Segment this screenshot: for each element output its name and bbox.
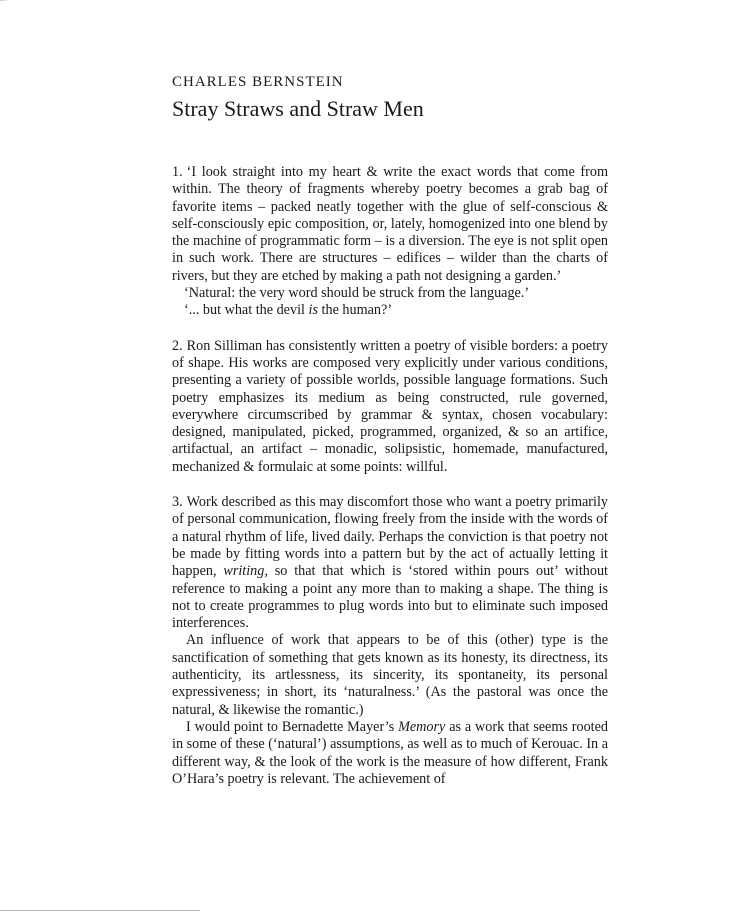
section-2-paragraph — [172, 338, 608, 476]
section-3-p1-post: so that that which is ‘stored within pours out’ without reference to making a point any more than to making a shape. The thing is not to create programmes to plug words into but to eliminate such imposed interferences. — [172, 563, 608, 632]
section-1 — [172, 164, 608, 320]
section-1-quote-natural: ‘Natural: the very word should be struck from the language.’ — [184, 285, 530, 302]
section-3-p1-pre: Work described as this may discomfort those who want a poetry primarily of personal communication, flowing freely from the inside with the words of a natural rhythm of life, lived daily. Perhaps the conviction is that poetry not be made by fitting words into a pattern but by the act of actually letting it happen, — [172, 494, 608, 580]
scan-bottom-rule — [0, 910, 200, 911]
section-2 — [172, 338, 608, 476]
section-3-p3-post: as a work that seems rooted in some of these (‘natural’) assumptions, as well as to much of Kerouac. In a different way, & the look of the work is the measure of how different, Frank O’Hara’s poetry is relevant. The achievement of — [172, 718, 609, 787]
section-3-number: 3. — [172, 494, 183, 511]
section-1-text: ‘I look straight into my heart & write the exact words that come from within. The theory of fragments whereby poetry becomes a grab bag of favorite items – packed neatly together with the glue of self-conscious & self-consciously epic composition, or, lately, homogenized into one blend by the machine of programmatic form – is a diversion. The eye is not split open in such work. There are structures – edifices – wilder than the charts of rivers, but they are etched by making a path not designing a garden.’ — [172, 164, 608, 284]
quote-human-post: the human?’ — [317, 302, 393, 319]
section-2-text: Ron Silliman has consistently written a poetry of visible borders: a poetry of shape. His works are composed very explicitly under various conditions, presenting a variety of possible worlds, possible language formations. Such poetry emphasizes its medium as being constructed, rule governed, everywhere circumscribed by grammar & syntax, chosen vocabulary: designed, manipulated, picked, programmed, organized, & so an artifice, artifactual, an artifact – monadic, solipsistic, homemade, manufactured, mechanized & formulaic at some points: willful. — [172, 337, 608, 475]
section-3-paragraph-3 — [172, 719, 608, 788]
essay-body — [172, 164, 608, 788]
section-2-number: 2. — [172, 337, 183, 354]
section-3 — [172, 494, 608, 788]
section-3-paragraph-1 — [172, 494, 608, 632]
section-1-number: 1. — [172, 164, 183, 180]
section-1-paragraph — [172, 164, 608, 285]
section-3-p3-pre: I would point to Bernadette Mayer’s — [186, 718, 399, 735]
section-1-quote-human — [172, 302, 608, 319]
section-3-paragraph-2: An influence of work that appears to be of this (other) type is the sanctification of something that gets known as its honesty, its directness, its authenticity, its artlessness, its sincerity, its spontaneity, its personal expressiveness; in short, its ‘naturalness.’ (As the pastoral was once the natural, & likewise the romantic.) — [172, 632, 608, 718]
quote-human-pre: ‘... but what the devil — [184, 302, 309, 319]
document-page — [172, 72, 608, 806]
quote-human-emphasis: is — [308, 302, 318, 319]
scan-corner-mark — [0, 0, 41, 11]
author-name: CHARLES BERNSTEIN — [172, 74, 344, 90]
section-3-p1-emphasis: writing, — [223, 563, 268, 580]
essay-title: Stray Straws and Straw Men — [172, 96, 424, 121]
section-3-p3-emphasis: Memory — [398, 718, 446, 735]
